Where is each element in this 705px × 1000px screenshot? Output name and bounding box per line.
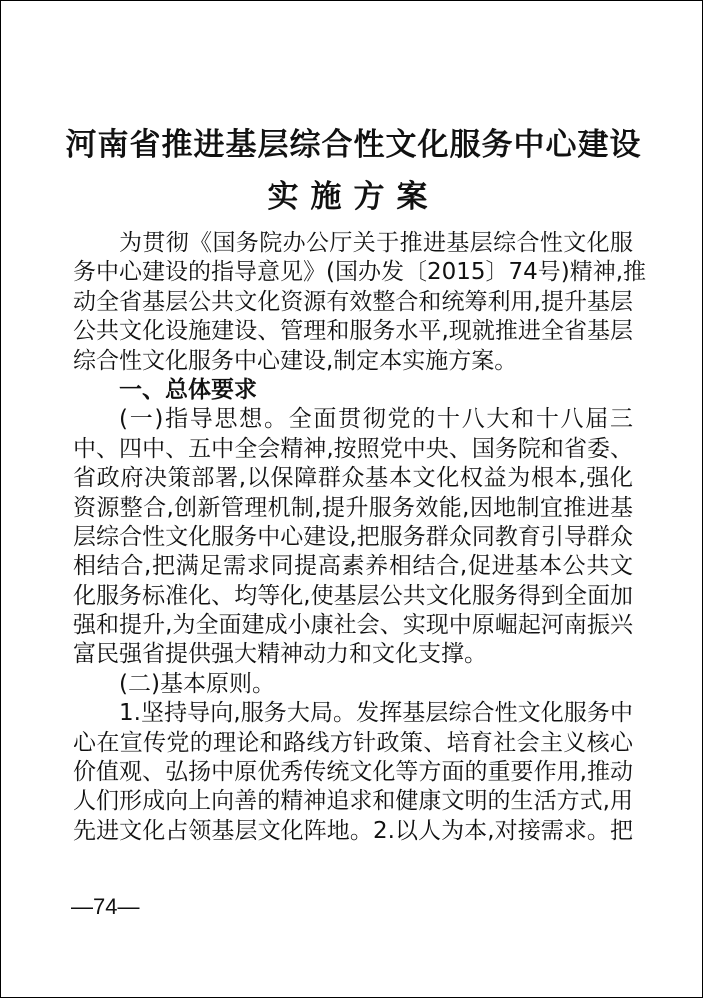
paragraph-line: 富民强省提供强大精神动力和文化支撑。 — [73, 641, 487, 668]
paragraph-line: 务中心建设的指导意见》(国办发〔2015〕74号)精神,推 — [73, 259, 647, 286]
paragraph-line: (一)指导思想。全面贯彻党的十八大和十八届三 — [119, 406, 633, 433]
paragraph-line: 层综合性文化服务中心建设,把服务群众同教育引导群众 — [73, 523, 633, 550]
section-heading: 一、总体要求 — [119, 376, 257, 403]
paragraph-line: 为贯彻《国务院办公厅关于推进基层综合性文化服 — [119, 230, 633, 256]
document-subtitle: 实施方案 — [267, 179, 440, 215]
paragraph-line: 1.坚持导向,服务大局。发挥基层综合性文化服务中 — [119, 700, 633, 727]
paragraph-line: 强和提升,为全面建成小康社会、实现中原崛起河南振兴 — [73, 612, 633, 639]
paragraph-line: 动全省基层公共文化资源有效整合和统筹利用,提升基层 — [73, 288, 633, 315]
document-body — [73, 229, 647, 846]
paragraph-line: 综合性文化服务中心建设,制定本实施方案。 — [73, 347, 518, 374]
paragraph-line: 公共文化设施建设、管理和服务水平,现就推进全省基层 — [73, 318, 633, 345]
paragraph-line: 相结合,把满足需求同提高素养相结合,促进基本公共文 — [73, 553, 633, 580]
paragraph-line: 化服务标准化、均等化,使基层公共文化服务得到全面加 — [73, 582, 633, 609]
paragraph-line: 价值观、弘扬中原优秀传统文化等方面的重要作用,推动 — [73, 759, 633, 786]
subsection-heading: (二)基本原则。 — [119, 670, 275, 697]
paragraph-line: 中、四中、五中全会精神,按照党中央、国务院和省委、 — [73, 435, 633, 462]
paragraph-line: 资源整合,创新管理机制,提升服务效能,因地制宜推进基 — [73, 494, 633, 521]
paragraph-line: 人们形成向上向善的精神追求和健康文明的生活方式,用 — [73, 788, 633, 815]
paragraph-line: 心在宣传党的理论和路线方针政策、培育社会主义核心 — [73, 729, 633, 756]
page-number: —74— — [71, 894, 140, 919]
paragraph-line: 先进文化占领基层文化阵地。2.以人为本,对接需求。把 — [73, 817, 633, 844]
document-title: 河南省推进基层综合性文化服务中心建设 — [65, 127, 642, 163]
paragraph-line: 省政府决策部署,以保障群众基本文化权益为根本,强化 — [73, 465, 633, 492]
